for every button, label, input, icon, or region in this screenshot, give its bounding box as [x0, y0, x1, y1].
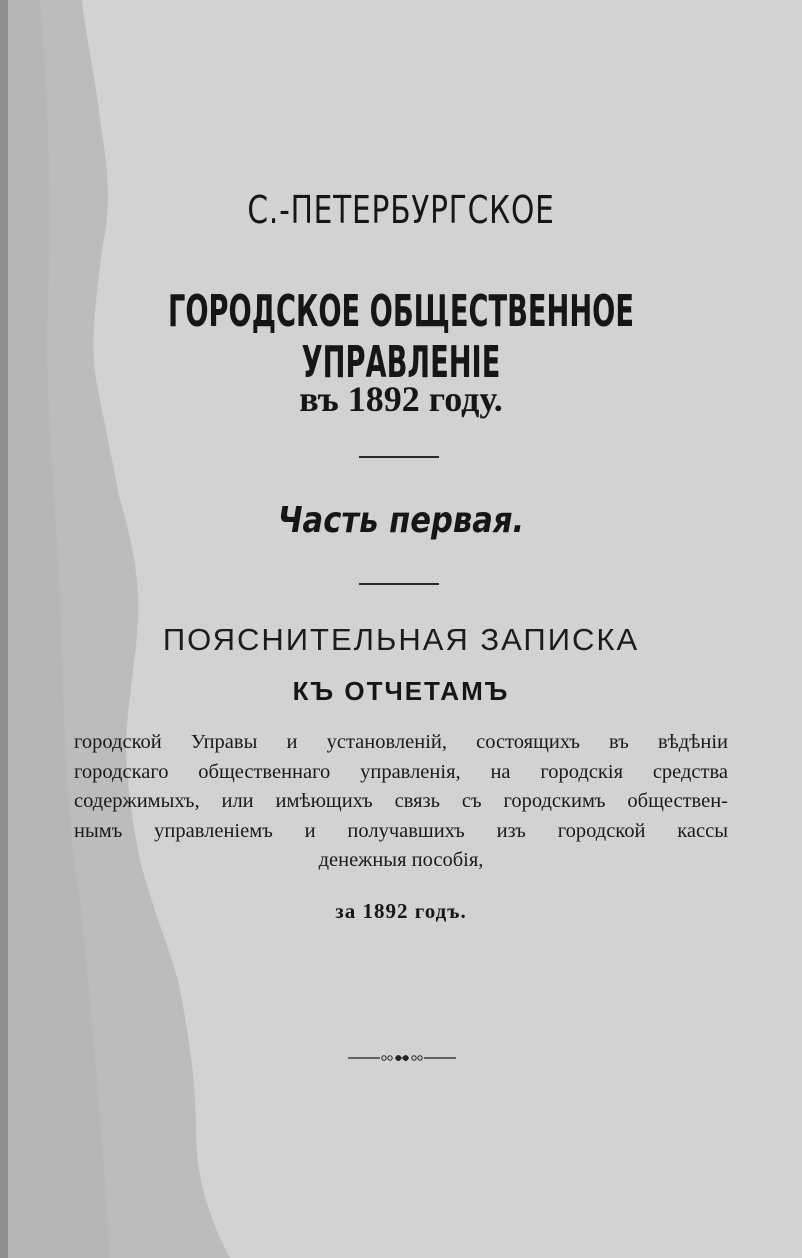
- part-heading: Часть первая.: [277, 500, 525, 541]
- divider-rule: [359, 456, 439, 458]
- year-subtitle: въ 1892 году.: [299, 379, 503, 419]
- description-line: содержимыхъ, или имѣющихъ связь съ городскимъ обществен-: [74, 790, 728, 812]
- description-line: городскаго общественнаго управленія, на городскія средства: [74, 760, 728, 783]
- description-line: денежныя пособія,: [318, 849, 484, 871]
- description-paragraph: [74, 728, 728, 876]
- description-line: городской Управы и установленій, состоящихъ въ вѣдѣніи: [74, 731, 728, 753]
- explanatory-note-heading: ПОЯСНИТЕЛЬНАЯ ЗАПИСКА: [162, 622, 640, 657]
- divider-rule: [359, 583, 439, 585]
- administration-title: ГОРОДСКОЕ ОБЩЕСТВЕННОЕ УПРАВЛЕНІЕ: [167, 286, 635, 388]
- city-title: С.-ПЕТЕРБУРГСКОЕ: [247, 188, 555, 232]
- report-year: за 1892 годъ.: [335, 899, 467, 923]
- ornament-divider-icon: [346, 1046, 458, 1070]
- description-line: нымъ управленіемъ и получавшихъ изъ городской кассы: [74, 819, 728, 842]
- to-reports-heading: КЪ ОТЧЕТАМЪ: [292, 676, 510, 706]
